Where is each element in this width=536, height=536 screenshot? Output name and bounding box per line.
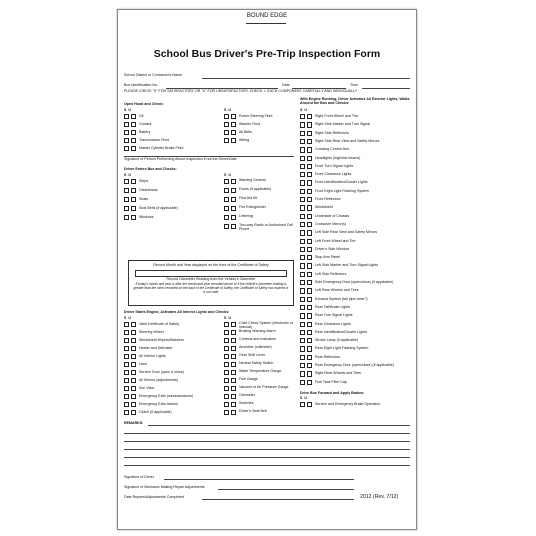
satisfactory-checkbox[interactable] (124, 362, 129, 367)
enters-bus-item-label: Cleanliness (139, 188, 158, 192)
remarks-line[interactable] (124, 465, 410, 466)
exterior-item-label: Right Side Reflectors (315, 130, 349, 135)
remarks-line[interactable] (124, 433, 410, 434)
satisfactory-checkbox[interactable] (300, 272, 305, 277)
unsatisfactory-checkbox[interactable] (307, 297, 312, 302)
enters-bus-item-label: Windows (139, 215, 154, 219)
unsatisfactory-checkbox[interactable] (131, 197, 136, 202)
satisfactory-checkbox[interactable] (300, 214, 305, 219)
unsatisfactory-checkbox[interactable] (307, 346, 312, 351)
unsatisfactory-checkbox[interactable] (231, 386, 236, 391)
unsatisfactory-checkbox[interactable] (307, 322, 312, 327)
exterior-item-label: Front Reflectors (315, 197, 341, 201)
satisfactory-checkbox[interactable] (300, 164, 305, 169)
starts-engine-item-label: Heater and Defroster (139, 346, 173, 350)
open-hood-item-label: Coolant (139, 122, 152, 126)
satisfactory-checkbox[interactable] (300, 263, 305, 268)
satisfactory-checkbox[interactable] (300, 288, 305, 293)
exterior-item-label: Rear Identification/Cluster Lights (315, 329, 367, 334)
unsatisfactory-checkbox[interactable] (307, 280, 312, 285)
district-label: School District or Contractor's Name (124, 73, 183, 77)
su-header-drive: S U (300, 396, 308, 400)
starts-engine-item-label: Neutral Safety Switch (239, 361, 274, 365)
unsatisfactory-checkbox[interactable] (307, 147, 312, 152)
satisfactory-checkbox[interactable] (300, 205, 305, 210)
satisfactory-checkbox[interactable] (124, 197, 129, 202)
unsatisfactory-checkbox[interactable] (307, 139, 312, 144)
open-hood-item-label: Wiring (239, 138, 250, 142)
exterior-item-label: Side Emergency Door (open/close) (if applicable) (315, 280, 394, 284)
enters-bus-item-label: Seats (139, 197, 149, 201)
form-number: 2012 (Rev. 7/12) (360, 494, 399, 500)
exterior-item-label: Windshield (315, 205, 333, 210)
exterior-item-label: Rear Reflectors (315, 354, 340, 359)
unsatisfactory-checkbox[interactable] (231, 197, 236, 202)
exterior-item-label: Rear Emergency Door (open/close) (if applicable) (315, 363, 394, 367)
remarks-label: REMARKS: (124, 421, 144, 425)
satisfactory-checkbox[interactable] (124, 179, 129, 184)
satisfactory-checkbox[interactable] (300, 297, 305, 302)
satisfactory-checkbox[interactable] (300, 131, 305, 136)
satisfactory-checkbox[interactable] (124, 122, 129, 127)
satisfactory-checkbox[interactable] (300, 402, 305, 407)
unsatisfactory-checkbox[interactable] (231, 188, 236, 193)
exterior-item-label: Rear Eight Light Flashing System (315, 346, 369, 351)
unsatisfactory-checkbox[interactable] (131, 394, 136, 399)
inspection-form-sheet (117, 9, 417, 530)
satisfactory-checkbox[interactable] (300, 363, 305, 368)
unsatisfactory-checkbox[interactable] (131, 386, 136, 391)
unsatisfactory-checkbox[interactable] (231, 330, 236, 335)
unsatisfactory-checkbox[interactable] (231, 402, 236, 407)
satisfactory-checkbox[interactable] (124, 188, 129, 193)
unsatisfactory-checkbox[interactable] (131, 338, 136, 343)
unsatisfactory-checkbox[interactable] (131, 370, 136, 375)
starts-engine-item-label: Sun Visor (139, 386, 155, 390)
signature-driver-label: Signature of Driver (124, 475, 154, 479)
signature-person-label: Signature of Person Performing Above Inspection if not the Driver/Date (124, 157, 237, 161)
satisfactory-checkbox[interactable] (300, 180, 305, 185)
satisfactory-checkbox[interactable] (124, 322, 129, 327)
unsatisfactory-checkbox[interactable] (231, 114, 236, 119)
unsatisfactory-checkbox[interactable] (131, 215, 136, 220)
satisfactory-checkbox[interactable] (300, 239, 305, 244)
satisfactory-checkbox[interactable] (224, 370, 229, 375)
unsatisfactory-checkbox[interactable] (307, 338, 312, 343)
satisfactory-checkbox[interactable] (300, 280, 305, 285)
unsatisfactory-checkbox[interactable] (307, 355, 312, 360)
exterior-item-label: Left Front Wheel and Tire (315, 238, 356, 243)
starts-engine-item-label: Controls and Indicators (239, 337, 276, 341)
open-hood-item-label: All Belts (239, 130, 252, 134)
enters-bus-item-label: Warning Devices (239, 178, 267, 182)
satisfactory-checkbox[interactable] (300, 346, 305, 351)
unsatisfactory-checkbox[interactable] (307, 371, 312, 376)
district-line (202, 78, 410, 79)
su-header-right-3: S U (224, 316, 232, 320)
exterior-item-label: Crossover Mirror(s) (315, 221, 346, 226)
satisfactory-checkbox[interactable] (224, 224, 229, 229)
starts-engine-item-label: Fuel Gauge (239, 377, 258, 381)
unsatisfactory-checkbox[interactable] (231, 378, 236, 383)
satisfactory-checkbox[interactable] (124, 330, 129, 335)
enters-bus-item-label: First Aid Kit (239, 196, 258, 200)
satisfactory-checkbox[interactable] (224, 346, 229, 351)
satisfactory-checkbox[interactable] (300, 330, 305, 335)
su-header-left: S U (124, 108, 132, 112)
starts-engine-item-label: Emergency Exits Alarms (139, 402, 178, 406)
satisfactory-checkbox[interactable] (300, 189, 305, 194)
unsatisfactory-checkbox[interactable] (307, 363, 312, 368)
satisfactory-checkbox[interactable] (300, 255, 305, 260)
unsatisfactory-checkbox[interactable] (131, 206, 136, 211)
starts-engine-item-label: Service Door (open & close) (139, 370, 184, 374)
satisfactory-checkbox[interactable] (300, 338, 305, 343)
satisfactory-checkbox[interactable] (124, 114, 129, 119)
exterior-item-label: Front Turn Signal Lights (315, 163, 354, 168)
drive-forward-title: Drive Bus Forward and Apply Brakes: (300, 391, 365, 395)
remarks-line[interactable] (124, 457, 410, 458)
exterior-title: With Engine Running, Driver Activates All Exterior Lights, Walks Around the Bus and Checks: (300, 97, 410, 106)
unsatisfactory-checkbox[interactable] (231, 346, 236, 351)
open-hood-item-label: Transmission Fluid (139, 138, 170, 142)
unsatisfactory-checkbox[interactable] (307, 131, 312, 136)
exterior-item-label: Rear Turn Signal Lights (315, 313, 353, 318)
exterior-item-label: Fuel Tank Filler Cap (315, 379, 347, 384)
satisfactory-checkbox[interactable] (124, 410, 129, 415)
open-hood-title: Open Hood and Check: (124, 102, 164, 106)
starts-engine-item-label: Vacuum or Air Pressure Gauge (239, 385, 289, 389)
satisfactory-checkbox[interactable] (224, 362, 229, 367)
satisfactory-checkbox[interactable] (124, 215, 129, 220)
satisfactory-checkbox[interactable] (300, 122, 305, 127)
unsatisfactory-checkbox[interactable] (307, 272, 312, 277)
unsatisfactory-checkbox[interactable] (307, 305, 312, 310)
open-hood-item-label: Washer Fluid (239, 122, 261, 126)
unsatisfactory-checkbox[interactable] (231, 362, 236, 367)
starts-engine-item-label: Steering Wheel (139, 330, 164, 334)
unsatisfactory-checkbox[interactable] (307, 214, 312, 219)
enters-bus-item-label: Lettering (239, 214, 253, 218)
satisfactory-checkbox[interactable] (124, 402, 129, 407)
unsatisfactory-checkbox[interactable] (131, 346, 136, 351)
unsatisfactory-checkbox[interactable] (131, 378, 136, 383)
exterior-item-label: Front Identification/Cluster Lights (315, 180, 368, 185)
unsatisfactory-checkbox[interactable] (307, 172, 312, 177)
open-hood-item-label: Power Steering Fluid (239, 114, 273, 118)
open-hood-item-label: Oil (139, 114, 144, 118)
satisfactory-checkbox[interactable] (300, 156, 305, 161)
unsatisfactory-checkbox[interactable] (131, 402, 136, 407)
exterior-item-label: Driver's Side Window (315, 246, 350, 251)
starts-engine-item-label: Braking Warning Alarm (239, 329, 276, 333)
su-header-exterior: S U (300, 108, 308, 112)
starts-engine-item-label: Driver's Seat Belt (239, 409, 267, 413)
unsatisfactory-checkbox[interactable] (231, 215, 236, 220)
starts-engine-item-label: Water Temperature Gauge (239, 369, 282, 373)
unsatisfactory-checkbox[interactable] (231, 354, 236, 359)
unsatisfactory-checkbox[interactable] (131, 138, 136, 143)
satisfactory-checkbox[interactable] (224, 338, 229, 343)
unsatisfactory-checkbox[interactable] (131, 179, 136, 184)
signature-driver-line (164, 479, 354, 480)
exterior-item-label: Crossing Control Arm (315, 147, 350, 152)
satisfactory-checkbox[interactable] (300, 305, 305, 310)
starts-engine-item-label: All Interior Lights (139, 354, 166, 358)
unsatisfactory-checkbox[interactable] (307, 230, 312, 235)
starts-engine-title: Driver Starts Engine, Activates All Interior Lights and Checks: (124, 310, 230, 314)
starts-engine-item-label: Horn (139, 362, 147, 366)
unsatisfactory-checkbox[interactable] (131, 114, 136, 119)
time-line (362, 88, 410, 89)
satisfactory-checkbox[interactable] (124, 130, 129, 135)
starts-engine-item-label: Switches (239, 401, 254, 405)
remarks-line[interactable] (124, 449, 410, 450)
satisfactory-checkbox[interactable] (224, 197, 229, 202)
form-title: School Bus Driver's Pre-Trip Inspection Form (153, 48, 381, 60)
unsatisfactory-checkbox[interactable] (131, 354, 136, 359)
exterior-item-label: Left Side Rear View and Safety Mirrors (315, 230, 378, 235)
enters-bus-item-label: Seat Belts (if applicable) (139, 206, 178, 210)
date-completed-label: Date Repairs/Adjustments Completed (124, 495, 185, 499)
satisfactory-checkbox[interactable] (124, 354, 129, 359)
satisfactory-checkbox[interactable] (300, 247, 305, 252)
enters-bus-title: Driver Enters Bus and Checks: (124, 167, 177, 171)
satisfactory-checkbox[interactable] (224, 330, 229, 335)
unsatisfactory-checkbox[interactable] (131, 362, 136, 367)
starts-engine-item-label: Ammeter (voltmeter) (239, 345, 272, 349)
unsatisfactory-checkbox[interactable] (131, 330, 136, 335)
unsatisfactory-checkbox[interactable] (131, 130, 136, 135)
enters-bus-item-label: Fire Extinguisher (239, 205, 266, 209)
satisfactory-checkbox[interactable] (124, 386, 129, 391)
enters-bus-item-label: Two-way Radio or Authorized Cell Phone (239, 223, 293, 231)
unsatisfactory-checkbox[interactable] (307, 313, 312, 318)
unsatisfactory-checkbox[interactable] (307, 255, 312, 260)
su-header-left-3: S U (124, 316, 132, 320)
su-header-right: S U (224, 108, 232, 112)
satisfactory-checkbox[interactable] (224, 394, 229, 399)
certificate-note: Record Month and Year displayed on the front of the Certificate of Safety (153, 263, 269, 267)
remarks-line[interactable] (124, 441, 410, 442)
satisfactory-checkbox[interactable] (224, 386, 229, 391)
unsatisfactory-checkbox[interactable] (307, 189, 312, 194)
starts-engine-item-label: All Mirrors (adjustments) (139, 378, 178, 382)
enters-bus-item-label: Fuses (if applicable) (239, 187, 272, 191)
satisfactory-checkbox[interactable] (300, 139, 305, 144)
date-completed-line (202, 499, 354, 500)
exterior-item-label: Exhaust System (tail pipe clear?) (315, 296, 368, 301)
satisfactory-checkbox[interactable] (124, 146, 129, 151)
odometer-label: Record Odometer Reading from the Vehicle's Odometer (166, 277, 256, 281)
exterior-item-label: Headlights (high/low beams) (315, 155, 361, 160)
satisfactory-checkbox[interactable] (224, 179, 229, 184)
unsatisfactory-checkbox[interactable] (307, 164, 312, 169)
su-header-right-2: S U (224, 173, 232, 177)
unsatisfactory-checkbox[interactable] (231, 122, 236, 127)
exterior-item-label: Right Rear Wheels and Tires (315, 371, 361, 376)
exterior-item-label: Rear Clearance Lights (315, 321, 351, 326)
unsatisfactory-checkbox[interactable] (307, 380, 312, 385)
satisfactory-checkbox[interactable] (124, 206, 129, 211)
unsatisfactory-checkbox[interactable] (231, 370, 236, 375)
exterior-item-label: Front Eight Light Flashing System (315, 188, 369, 193)
starts-engine-item-label: Odometer (239, 393, 255, 397)
drive-forward-item-label: Service and Emergency Brake Operation (315, 402, 381, 406)
enters-bus-item-label: Steps (139, 179, 149, 183)
unsatisfactory-checkbox[interactable] (307, 122, 312, 127)
unsatisfactory-checkbox[interactable] (231, 224, 236, 229)
satisfactory-checkbox[interactable] (300, 114, 305, 119)
satisfactory-checkbox[interactable] (224, 402, 229, 407)
exterior-item-label: Left Side Reflectors (315, 271, 347, 276)
exterior-item-label: Right Front Wheel and Tire (315, 114, 358, 118)
starts-engine-item-label: Child Check System (electronic or manual) (239, 321, 294, 329)
unsatisfactory-checkbox[interactable] (307, 205, 312, 210)
starts-engine-item-label: Windshield Wipers/Washers (139, 338, 184, 342)
satisfactory-checkbox[interactable] (224, 354, 229, 359)
unsatisfactory-checkbox[interactable] (231, 394, 236, 399)
unsatisfactory-checkbox[interactable] (307, 263, 312, 268)
satisfactory-checkbox[interactable] (224, 114, 229, 119)
remarks-line[interactable] (148, 425, 410, 426)
exterior-item-label: Stop Arm Panel (315, 255, 340, 260)
open-hood-item-label: Master Cylinder Brake Fluid (139, 146, 184, 150)
signature-mechanic-label: Signature of Mechanic Making Repair Adjustments (124, 485, 205, 489)
satisfactory-checkbox[interactable] (124, 338, 129, 343)
validity-fine-print: If today's month and year is after the month and year recorded above or if the vehicle's odometer reading is greater than the miles recorded on the back of the Certificate of Safety, the Certificate of Safety has expired or is not valid. (133, 282, 289, 294)
unsatisfactory-checkbox[interactable] (131, 410, 136, 415)
bound-edge-rule (246, 23, 286, 24)
certificate-entry-box (135, 270, 287, 277)
exterior-item-label: Left Rear Wheels and Tires (315, 288, 359, 293)
date-label: Date (282, 83, 290, 87)
su-header-left-2: S U (124, 173, 132, 177)
signature-mechanic-line (218, 489, 354, 490)
unsatisfactory-checkbox[interactable] (131, 122, 136, 127)
satisfactory-checkbox[interactable] (124, 394, 129, 399)
satisfactory-checkbox[interactable] (224, 122, 229, 127)
unsatisfactory-checkbox[interactable] (307, 402, 312, 407)
exterior-item-label: Front Clearance Lights (315, 172, 352, 177)
satisfactory-checkbox[interactable] (300, 322, 305, 327)
satisfactory-checkbox[interactable] (300, 313, 305, 318)
satisfactory-checkbox[interactable] (124, 346, 129, 351)
satisfactory-checkbox[interactable] (224, 410, 229, 415)
unsatisfactory-checkbox[interactable] (231, 138, 236, 143)
satisfactory-checkbox[interactable] (300, 222, 305, 227)
certificate-odometer-box (128, 260, 294, 306)
unsatisfactory-checkbox[interactable] (307, 114, 312, 119)
unsatisfactory-checkbox[interactable] (307, 330, 312, 335)
satisfactory-checkbox[interactable] (124, 370, 129, 375)
satisfactory-checkbox[interactable] (300, 371, 305, 376)
bus-id-label: Bus Identification No. (124, 83, 158, 87)
unsatisfactory-checkbox[interactable] (307, 247, 312, 252)
instructions: PLEASE CHECK "S" FOR SATISFACTORY OR "U" FOR UNSATISFACTORY. CHECK ✓ EACH COMPONENT CAREFULLY AND INDIVIDUALLY (124, 89, 358, 93)
unsatisfactory-checkbox[interactable] (307, 222, 312, 227)
satisfactory-checkbox[interactable] (300, 230, 305, 235)
unsatisfactory-checkbox[interactable] (307, 197, 312, 202)
unsatisfactory-checkbox[interactable] (307, 156, 312, 161)
satisfactory-checkbox[interactable] (124, 378, 129, 383)
unsatisfactory-checkbox[interactable] (307, 180, 312, 185)
exterior-item-label: Left Side Marker and Turn Signal Lights (315, 263, 379, 268)
unsatisfactory-checkbox[interactable] (131, 146, 136, 151)
unsatisfactory-checkbox[interactable] (231, 410, 236, 415)
starts-engine-item-label: Gear Shift Lever (239, 353, 266, 357)
satisfactory-checkbox[interactable] (224, 130, 229, 135)
satisfactory-checkbox[interactable] (300, 197, 305, 202)
bound-edge-label: BOUND EDGE (246, 13, 288, 19)
satisfactory-checkbox[interactable] (124, 138, 129, 143)
starts-engine-item-label: Valid Certificate of Safety (139, 322, 180, 326)
unsatisfactory-checkbox[interactable] (231, 130, 236, 135)
unsatisfactory-checkbox[interactable] (307, 288, 312, 293)
satisfactory-checkbox[interactable] (224, 138, 229, 143)
time-label: Time (350, 83, 358, 87)
satisfactory-checkbox[interactable] (300, 380, 305, 385)
exterior-item-label: Right Side Marker and Turn Signal (315, 122, 370, 127)
unsatisfactory-checkbox[interactable] (231, 179, 236, 184)
unsatisfactory-checkbox[interactable] (131, 188, 136, 193)
satisfactory-checkbox[interactable] (300, 147, 305, 152)
unsatisfactory-checkbox[interactable] (131, 322, 136, 327)
satisfactory-checkbox[interactable] (224, 215, 229, 220)
satisfactory-checkbox[interactable] (300, 355, 305, 360)
satisfactory-checkbox[interactable] (224, 378, 229, 383)
satisfactory-checkbox[interactable] (300, 172, 305, 177)
exterior-item-label: Underside of Chassis (315, 213, 350, 218)
exterior-item-label: Rear Tail/Brake Lights (315, 304, 351, 309)
open-hood-item-label: Battery (139, 130, 151, 134)
satisfactory-checkbox[interactable] (224, 188, 229, 193)
unsatisfactory-checkbox[interactable] (231, 322, 236, 327)
starts-engine-item-label: Emergency Exits (windows/doors) (139, 394, 194, 398)
unsatisfactory-checkbox[interactable] (231, 338, 236, 343)
starts-engine-item-label: Clutch (if applicable) (139, 410, 172, 414)
unsatisfactory-checkbox[interactable] (231, 206, 236, 211)
exterior-item-label: Strobe Lamp (if applicable) (315, 338, 358, 343)
satisfactory-checkbox[interactable] (224, 206, 229, 211)
exterior-item-label: Right Side Rear View and Safety Mirrors (315, 138, 380, 143)
satisfactory-checkbox[interactable] (224, 322, 229, 327)
unsatisfactory-checkbox[interactable] (307, 239, 312, 244)
